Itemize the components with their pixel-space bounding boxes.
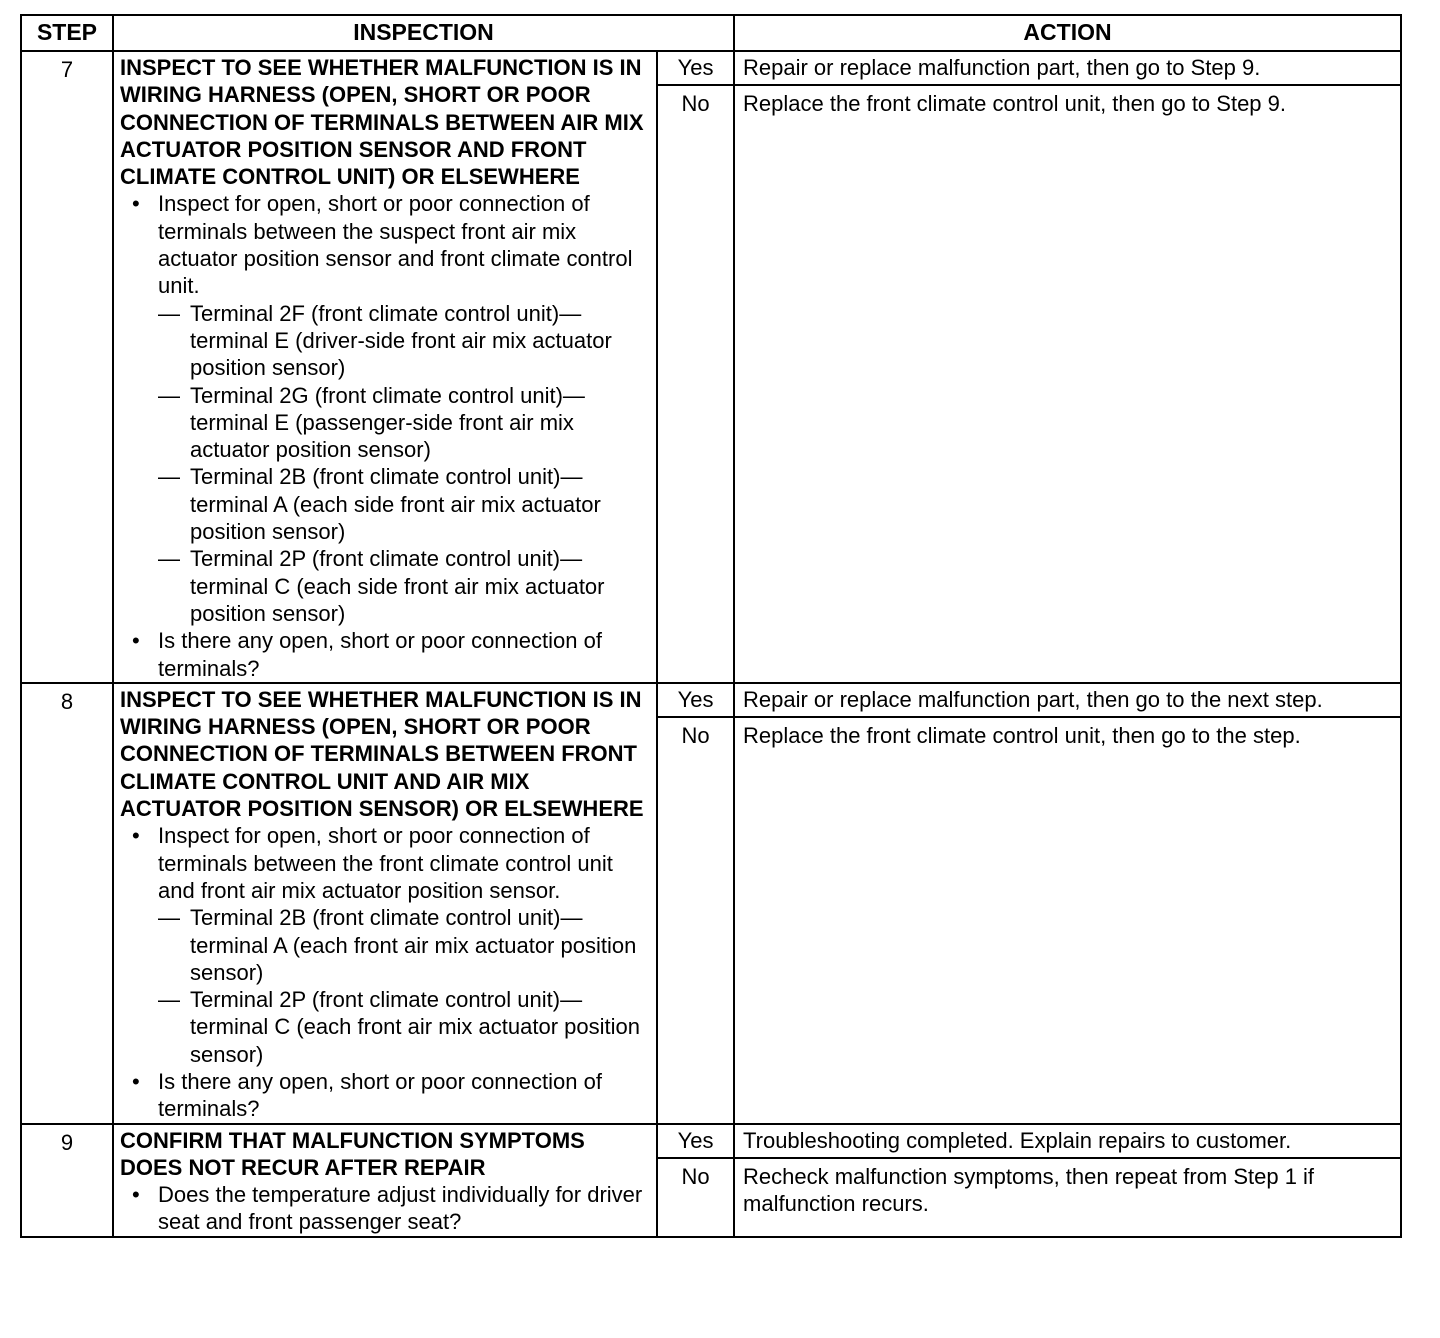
bullet-item: • Is there any open, short or poor connection of terminals?	[120, 627, 650, 682]
bullet-item: • Inspect for open, short or poor connection of terminals between the front climate control unit and front air mix actuator position sensor.	[120, 822, 650, 904]
step-7-yes-row	[21, 51, 1401, 85]
step-8-yes-row	[21, 683, 1401, 717]
bullet-item: • Does the temperature adjust individually for driver seat and front passenger seat?	[120, 1181, 650, 1236]
step-number: 9	[21, 1124, 113, 1237]
inspection-cell	[113, 1124, 657, 1237]
yes-label: Yes	[657, 683, 734, 717]
step-9-yes-row	[21, 1124, 1401, 1158]
no-action: Replace the front climate control unit, then go to Step 9.	[734, 85, 1401, 683]
step-number: 8	[21, 683, 113, 1124]
no-label: No	[657, 717, 734, 1124]
inspection-title: INSPECT TO SEE WHETHER MALFUNCTION IS IN WIRING HARNESS (OPEN, SHORT OR POOR CONNECTION OF TERMINALS BETWEEN FRONT CLIMATE CONTROL UNIT AND AIR MIX ACTUATOR POSITION SENSOR) OR ELSEWHERE	[120, 686, 644, 822]
terminal-item: — Terminal 2G (front climate control unit)— terminal E (passenger-side front air mix actuator position sensor)	[120, 382, 650, 464]
step-number: 7	[21, 51, 113, 683]
terminal-item: — Terminal 2P (front climate control unit)— terminal C (each front air mix actuator position sensor)	[120, 986, 650, 1068]
no-label: No	[657, 1158, 734, 1237]
header-action: ACTION	[734, 15, 1401, 51]
yes-action: Repair or replace malfunction part, then go to the next step.	[734, 683, 1401, 717]
header-inspection: INSPECTION	[113, 15, 734, 51]
no-action: Recheck malfunction symptoms, then repeat from Step 1 if malfunction recurs.	[734, 1158, 1401, 1237]
inspection-cell	[113, 683, 657, 1124]
yes-action: Repair or replace malfunction part, then go to Step 9.	[734, 51, 1401, 85]
bullet-item: • Is there any open, short or poor connection of terminals?	[120, 1068, 650, 1123]
terminal-item: — Terminal 2P (front climate control unit)— terminal C (each side front air mix actuator position sensor)	[120, 545, 650, 627]
header-step: STEP	[21, 15, 113, 51]
yes-action: Troubleshooting completed. Explain repairs to customer.	[734, 1124, 1401, 1158]
no-action: Replace the front climate control unit, then go to the step.	[734, 717, 1401, 1124]
inspection-title: INSPECT TO SEE WHETHER MALFUNCTION IS IN WIRING HARNESS (OPEN, SHORT OR POOR CONNECTION OF TERMINALS BETWEEN AIR MIX ACTUATOR POSITION SENSOR AND FRONT CLIMATE CONTROL UNIT) OR ELSEWHERE	[120, 55, 644, 190]
yes-label: Yes	[657, 51, 734, 85]
terminal-item: — Terminal 2F (front climate control unit)— terminal E (driver-side front air mix actuator position sensor)	[120, 300, 650, 382]
terminal-item: — Terminal 2B (front climate control unit)— terminal A (each side front air mix actuator position sensor)	[120, 463, 650, 545]
header-row	[21, 15, 1401, 51]
bullet-item: • Inspect for open, short or poor connection of terminals between the suspect front air mix actuator position sensor and front climate control unit.	[120, 190, 650, 299]
inspection-title: CONFIRM THAT MALFUNCTION SYMPTOMS DOES NOT RECUR AFTER REPAIR	[120, 1127, 585, 1180]
no-label: No	[657, 85, 734, 683]
terminal-item: — Terminal 2B (front climate control unit)— terminal A (each front air mix actuator position sensor)	[120, 904, 650, 986]
yes-label: Yes	[657, 1124, 734, 1158]
troubleshooting-table	[20, 14, 1402, 1238]
inspection-cell	[113, 51, 657, 683]
